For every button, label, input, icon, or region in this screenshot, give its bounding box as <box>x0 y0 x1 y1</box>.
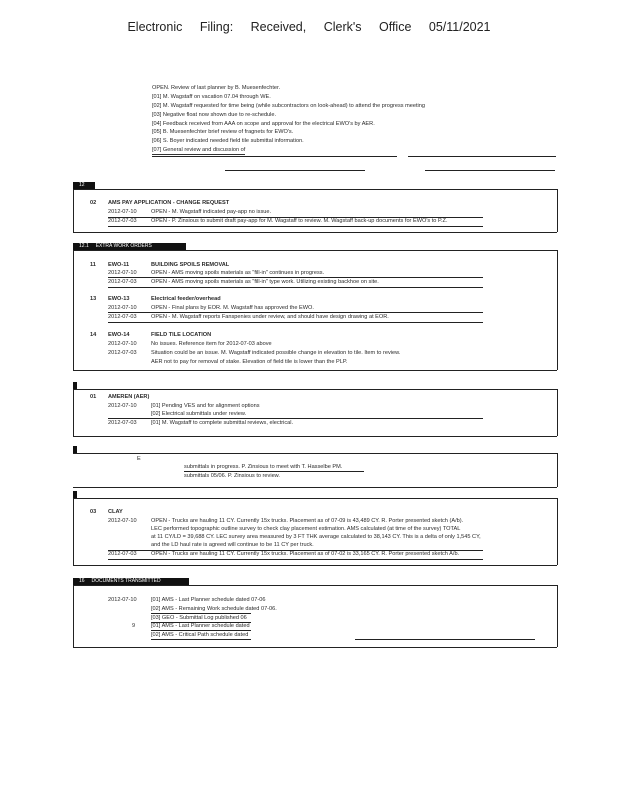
row-rule <box>108 322 483 323</box>
row-rule <box>108 226 483 227</box>
item-title: EWO-11 <box>108 262 130 268</box>
item-subtitle: BUILDING SPOILS REMOVAL <box>151 262 230 268</box>
row-rule <box>108 312 483 313</box>
section-border <box>557 585 558 647</box>
rule <box>425 170 555 171</box>
row-text: OPEN - AMS moving spoils materials as "fill-in" type work. Utilizing existing backhoe on site. <box>151 279 379 285</box>
section-label: DOCUMENTS TRANSMITTED <box>91 578 161 584</box>
section-rule <box>73 389 557 390</box>
row-date: 2012-07-10 <box>108 597 137 603</box>
row-text: [01] Pending VES and for alignment options <box>151 403 260 409</box>
section-rule <box>73 189 557 190</box>
item-subtitle: FIELD TILE LOCATION <box>151 332 212 338</box>
row-rule <box>151 630 251 631</box>
row-text: No issues. Reference item for 2012-07-03 above <box>151 341 272 347</box>
section-bar <box>73 578 189 585</box>
row-date: 2012-07-10 <box>108 341 137 347</box>
section-rule <box>73 647 557 648</box>
row-text: OPEN - P. Zinsious to submit draft pay-app for M. Wagstaff to review. M. Wagstaff back-up documents for EWO's to P.Z. <box>151 218 448 224</box>
section-number: 16 <box>79 578 85 584</box>
item-title: EWO-13 <box>108 296 130 302</box>
section-number: 12.1 <box>79 243 89 249</box>
row-text: OPEN - M. Wagstaff reports Fanspenies under review, and should have design drawing at EOR. <box>151 314 389 320</box>
top-block-line: [06] S. Boyer indicated needed field tile submittal information. <box>152 138 304 144</box>
item-number: 02 <box>90 200 97 206</box>
item-title: CLAY <box>108 509 123 515</box>
row-text: OPEN - Trucks are hauling 11 CY. Currently 15x trucks. Placement as of 07-02 is 33,165 CY. R. Porter presented sketch A/b. <box>151 551 460 557</box>
row-text: [02] Electrical submittals under review. <box>151 411 247 417</box>
rule <box>225 170 365 171</box>
row-text: OPEN - Final plans by EOR. M. Wagstaff has approved the EWO. <box>151 305 314 311</box>
section-border <box>73 389 74 436</box>
row-text: at 11 CY/LD = 39,688 CY. LEC survey area measured by 3 FT THK average calculated to 38,143 CY. This is a delta of only 1,545 CY, <box>151 534 481 540</box>
row-text: LEC performed topographic outline survey to check clay placement estimation. AMS calculated (at time of the survey) TOTAL <box>151 526 461 532</box>
row-date: 2012-07-03 <box>108 218 137 224</box>
top-block-line: OPEN. Review of last planner by B. Muesenfechter. <box>152 85 281 91</box>
row-mark: 9 <box>132 623 136 629</box>
item-subtitle: Electrical feeder/overhead <box>151 296 221 302</box>
item-number: 11 <box>90 262 96 268</box>
top-block-line: [01] M. Wagstaff on vacation 07.04 through WE. <box>152 94 271 100</box>
section-rule <box>73 585 557 586</box>
row-date: 2012-07-03 <box>108 350 137 356</box>
row-text: [02] AMS - Critical Path schedule dated <box>151 632 249 638</box>
item-title: EWO-14 <box>108 332 130 338</box>
row-text: Situation could be an issue. M. Wagstaff indicated possible change in elevation to tile. Item to review. <box>151 350 401 356</box>
row-text: [01] AMS - Last Planner schedule dated <box>151 623 250 629</box>
section-border <box>73 498 74 565</box>
item-title: AMS PAY APPLICATION - CHANGE REQUEST <box>108 200 230 206</box>
row-rule <box>151 639 251 640</box>
top-block-line: [04] Feedback received from AAA on scope and approval for the electrical EWO's by AER. <box>152 121 375 127</box>
section-rule <box>73 436 557 437</box>
top-block-line: [03] Negative float now shown due to re-schedule. <box>152 112 277 118</box>
row-text: OPEN - AMS moving spoils materials as "fill-in" continues in progress. <box>151 270 325 276</box>
row-date: 2012-07-03 <box>108 314 137 320</box>
row-rule <box>184 471 364 472</box>
row-text: submittals 05/06. P. Zinsious to review. <box>184 473 280 479</box>
row-rule <box>151 613 251 614</box>
item-title: AMEREN (AER) <box>108 394 150 400</box>
row-text: submittals in progress. P. Zinsious to meet with T. Hasselbe PM. <box>184 464 343 470</box>
section-border <box>73 250 74 370</box>
section-border <box>557 250 558 370</box>
row-text: [01] AMS - Last Planner schedule dated 07-06 <box>151 597 266 603</box>
row-text: [03] GEO - Submittal Log published 06 <box>151 615 247 621</box>
item-number: 14 <box>90 332 97 338</box>
section-rule <box>73 453 557 454</box>
row-text: OPEN - M. Wagstaff indicated pay-app no issue. <box>151 209 272 215</box>
row-date: 2012-07-10 <box>108 403 137 409</box>
section-rule <box>73 250 557 251</box>
section-border <box>557 189 558 232</box>
rule <box>152 156 397 157</box>
row-text: and the LD haul rate is agreed will continue to be 11 CY per truck. <box>151 542 314 548</box>
row-text: OPEN - Trucks are hauling 11 CY. Currently 15x trucks. Placement as of 07-09 is 43,489 CY. R. Porter presented sketch (A/b). <box>151 518 464 524</box>
top-block-line: [02] M. Wagstaff requested for time being (while subcontractors on look-ahead) to attend the progress meeting <box>152 103 425 109</box>
row-date: 2012-07-10 <box>108 305 137 311</box>
row-date: 2012-07-10 <box>108 209 137 215</box>
electronic-filing-header: Electronic Filing: Received, Clerk's Office 05/11/2021 <box>127 20 491 34</box>
section-rule <box>73 498 557 499</box>
row-date: 2012-07-03 <box>108 420 137 426</box>
row-date: 2012-07-03 <box>108 279 137 285</box>
row-rule <box>108 277 483 278</box>
section-rule <box>73 487 557 488</box>
row-rule <box>355 639 535 640</box>
section-bar <box>73 243 186 250</box>
item-number: 03 <box>90 509 97 515</box>
section-border <box>73 585 74 647</box>
top-block-line: [05] B. Muesenfechter brief review of fragnets for EWO's. <box>152 129 294 135</box>
row-text: [01] M. Wagstaff to complete submittal reviews, electrical. <box>151 420 294 426</box>
section-border <box>557 498 558 565</box>
section-bar: 12 <box>73 182 95 189</box>
section-label: EXTRA WORK ORDERS <box>95 243 152 249</box>
row-text: AER not to pay for removal of stake. Elevation of field tile is lower than the PLP. <box>151 359 348 365</box>
rule <box>408 156 556 157</box>
row-text: [02] AMS - Remaining Work schedule dated 07-06. <box>151 606 277 612</box>
row-rule <box>108 559 483 560</box>
item-number: 13 <box>90 296 97 302</box>
section-border <box>557 453 558 487</box>
row-rule <box>108 287 483 288</box>
section-rule <box>73 565 557 566</box>
fragment-letter: E <box>137 456 141 462</box>
row-date: 2012-07-10 <box>108 270 137 276</box>
section-border <box>557 389 558 436</box>
row-date: 2012-07-03 <box>108 551 137 557</box>
top-block-line: [07] General review and discussion of <box>152 147 246 153</box>
row-rule <box>108 418 483 419</box>
section-border <box>73 189 74 232</box>
section-rule <box>73 370 557 371</box>
row-date: 2012-07-10 <box>108 518 137 524</box>
item-number: 01 <box>90 394 97 400</box>
section-rule <box>73 232 557 233</box>
